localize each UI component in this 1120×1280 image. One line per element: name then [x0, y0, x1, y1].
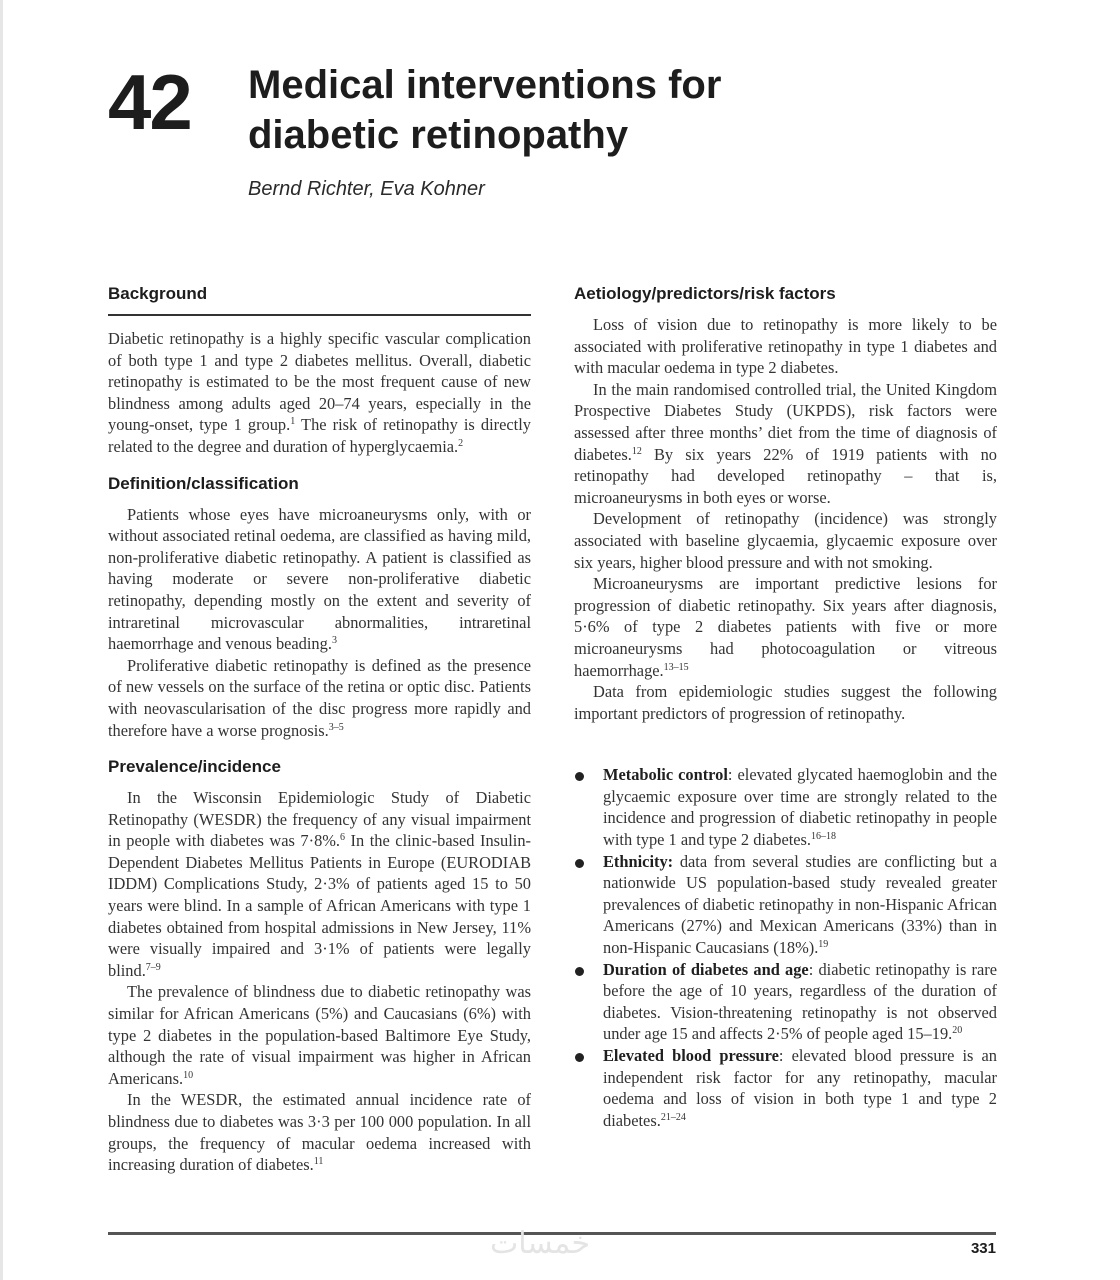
citation-ref: 7–9 [145, 961, 161, 973]
paragraph: Data from epidemiologic studies suggest the following important predictors of progression of retinopathy. [574, 682, 997, 723]
chapter-title-line-2: diabetic retinopathy [248, 113, 629, 157]
citation-ref: 10 [183, 1069, 194, 1081]
right-column [574, 282, 997, 1131]
section-prevalence [108, 755, 531, 1176]
citation-ref: 13–15 [663, 661, 689, 673]
section-heading-prevalence: Prevalence/incidence [108, 757, 281, 777]
bullet-icon [575, 772, 584, 781]
predictors-list [574, 764, 997, 1131]
page-edge [0, 0, 3, 1280]
paragraph: Patients whose eyes have microaneurysms only, with or without associated retinal oedema, are classified as having mild, non-proliferative diabetic retinopathy. A patient is classified as having moderate or severe non-proliferative diabetic retinopathy, depending mostly on the extent and severity of intraretinal microvascular abnormalities, intraretinal haemorrhage and venous beading.$^3$ [108, 504, 531, 654]
section-aetiology [574, 282, 997, 724]
citation-ref: 3 [331, 635, 337, 647]
citation-ref: 16–18 [811, 831, 837, 843]
citation-ref: 2 [458, 437, 464, 449]
list-item: Elevated blood pressure: elevated blood pressure is an independent risk factor for any retinopathy, macular oedema and loss of vision in both type 1 and type 2 diabetes.$^{21-24}$ [574, 1045, 997, 1131]
paragraph: In the Wisconsin Epidemiologic Study of Diabetic Retinopathy (WESDR) the frequency of any visual impairment in people with diabetes was 7·8%.$^6$ In the clinic-based Insulin-Dependent Diabetes Mellitus Patients in Europe (EURODIAB IDDM) Complications Study, 2·3% of patients aged 15 to 50 years were blind. In a sample of African Americans with type 1 diabetes obtained from hospital admissions in New Jersey, 11% were visually impaired and 3·1% of patients were legally blind.$^{7-9}$ [108, 788, 532, 980]
bullet-icon [575, 859, 584, 868]
bullet-icon [575, 967, 584, 976]
paragraph: Proliferative diabetic retinopathy is defined as the presence of new vessels on the surface of the retina or optic disc. Patients with neovascularisation of the disc progress more rapidly and therefore have a worse prognosis.$^{3-5}$ [108, 655, 531, 740]
section-heading-background: Background [108, 282, 531, 316]
watermark: خمسات [490, 1226, 591, 1261]
citation-ref: 12 [631, 445, 642, 457]
paragraph: Diabetic retinopathy is a highly specific vascular complication of both type 1 and type 2 diabetes mellitus. Overall, diabetic retinopathy is estimated to be the most frequent cause of new blindness among adults aged 20–74 years, especially in the young-onset, type 1 group.$^1$ The risk of retinopathy is directly related to the degree and duration of hyperglycaemia.$^2$ [108, 329, 531, 456]
list-item: Ethnicity: data from several studies are conflicting but a nationwide US population-based study revealed greater prevalences of diabetic retinopathy in non-Hispanic African Americans (27%) and Mexican Americans (33%) than in non-Hispanic Caucasians (18%).$^{19}$ [574, 851, 997, 959]
list-item: Duration of diabetes and age: diabetic retinopathy is rare before the age of 10 years, regardless of the duration of diabetes. Vision-threatening retinopathy is not observed under age 15 and affects 2·5% of people aged 15–19.20 [574, 959, 997, 1045]
chapter-number: 42 [108, 58, 191, 146]
paragraph: Development of retinopathy (incidence) was strongly associated with baseline glycaemia, glycaemic exposure over six years, higher blood pressure and with not smoking. [574, 509, 997, 572]
chapter-title-line-1: Medical interventions for [248, 63, 722, 107]
paragraph: In the main randomised controlled trial, the United Kingdom Prospective Diabetes Study (UKPDS), risk factors were assessed after three months’ diet from the time of diagnosis of diabetes.$^{12}$ By six years 22% of 1919 patients with no retinopathy had developed retinopathy – that is, microaneurysms in both eyes or worse. [574, 379, 997, 507]
paragraph: Microaneurysms are important predictive lesions for progression of diabetic retinopathy. Six years after diagnosis, 5·6% of type 2 diabetes patients with five or more microaneurysms had photocoagulation or vitreous haemorrhage.$^{13-15}$ [574, 574, 997, 680]
citation-ref: 19 [818, 939, 829, 951]
citation-ref: 1 [290, 416, 296, 428]
citation-ref: 11 [313, 1156, 324, 1168]
chapter-title [248, 60, 848, 160]
citation-ref: 21–24 [660, 1111, 686, 1123]
citation-ref: 20 [952, 1025, 963, 1037]
bullet-icon [575, 1053, 584, 1062]
citation-ref: 6 [340, 832, 346, 844]
section-heading-definition: Definition/classification [108, 473, 299, 493]
citation-ref: 3–5 [328, 721, 344, 733]
page-number: 331 [970, 1240, 996, 1257]
section-definition [108, 472, 531, 742]
paragraph: In the WESDR, the estimated annual incidence rate of blindness due to diabetes was 3·3 per 100 000 population. In all groups, the frequency of macular oedema increased with increasing duration of diabetes.$^{11}$ [108, 1090, 531, 1175]
chapter-authors: Bernd Richter, Eva Kohner [248, 178, 485, 200]
paragraph: Loss of vision due to retinopathy is more likely to be associated with proliferative retinopathy in type 1 diabetes and with macular oedema in type 2 diabetes. [574, 315, 997, 378]
section-background [108, 282, 531, 458]
paragraph: The prevalence of blindness due to diabetic retinopathy was similar for African Americans (5%) and Caucasians (6%) with type 2 diabetes in the population-based Baltimore Eye Study, although the rate of visual impairment was higher in African Americans.$^{10}$ [108, 982, 531, 1088]
list-item: Metabolic control: elevated glycated haemoglobin and the glycaemic exposure over time are strongly related to the incidence and progression of diabetic retinopathy in people with type 1 and type 2 diabetes.$^{16-18}$ [574, 764, 997, 850]
section-heading-aetiology: Aetiology/predictors/risk factors [574, 284, 836, 303]
left-column [108, 282, 531, 1176]
